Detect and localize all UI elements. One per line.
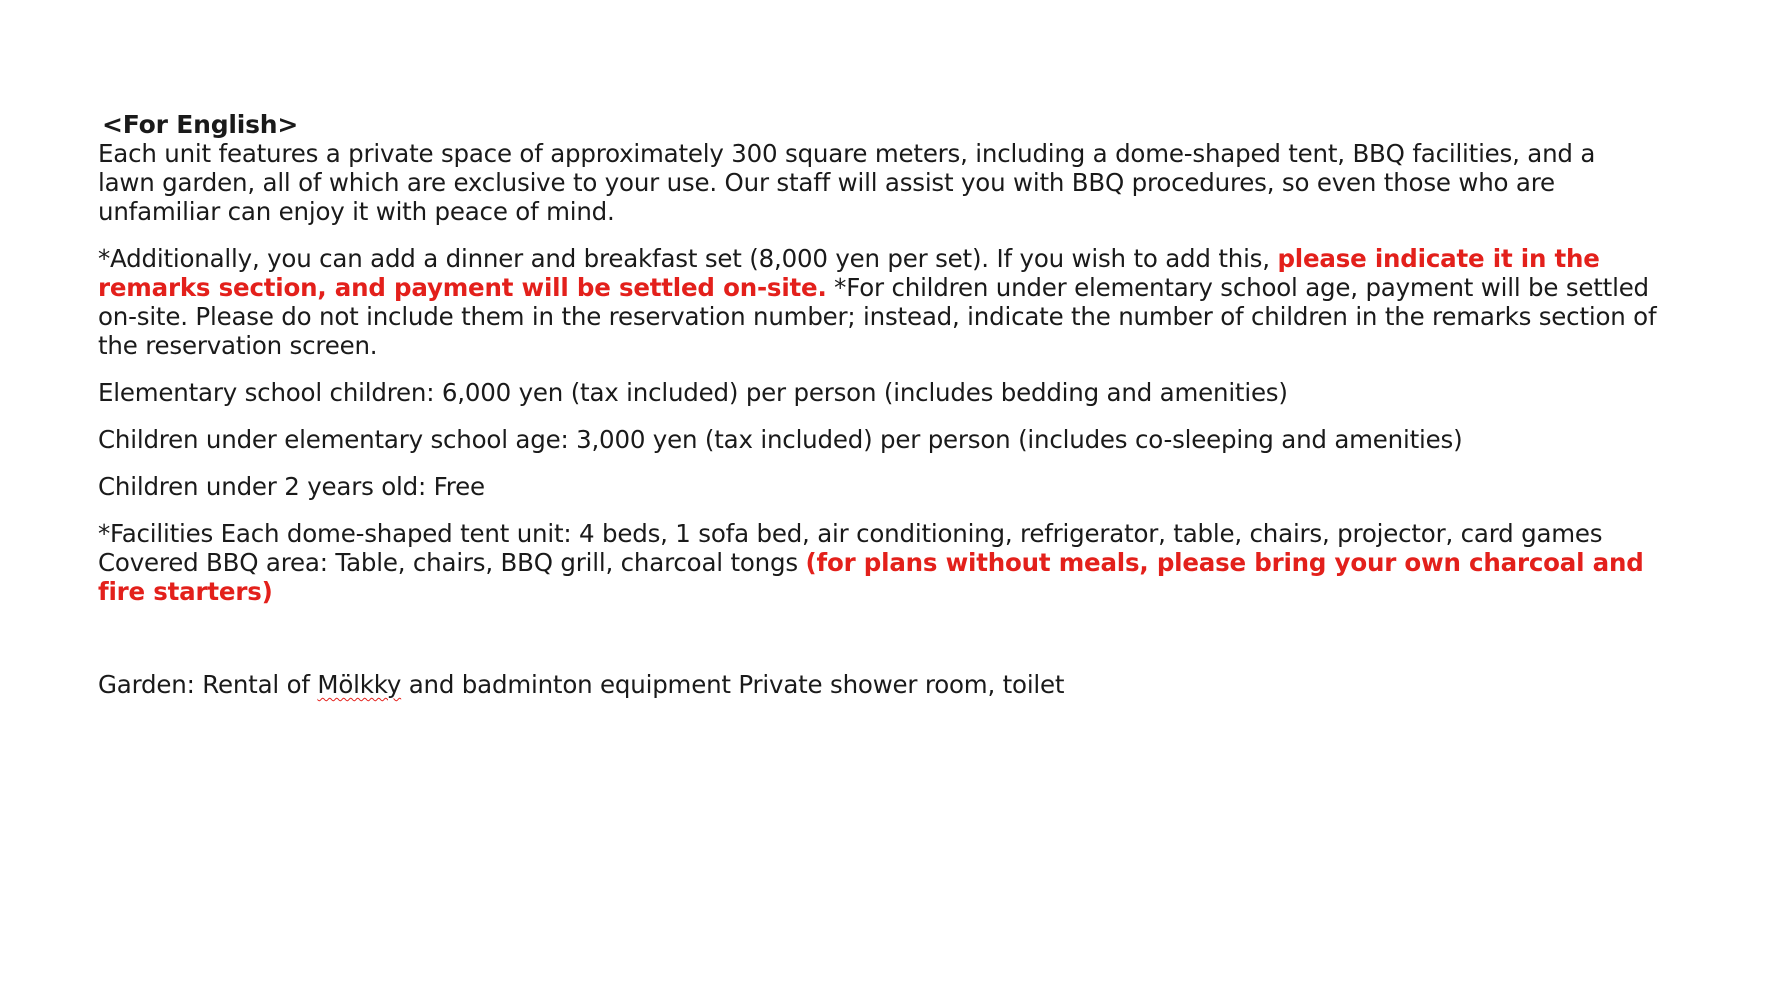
facilities-paragraph [98, 519, 1658, 606]
price-under-elementary: Children under elementary school age: 3,000 yen (tax included) per person (includes co-sleeping and amenities) [98, 425, 1463, 454]
price-elementary: Elementary school children: 6,000 yen (tax included) per person (includes bedding and amenities) [98, 378, 1288, 407]
garden-suffix: and badminton equipment Private shower room, toilet [401, 670, 1065, 699]
spacer [98, 624, 1658, 670]
section-heading: <For English> [102, 110, 299, 139]
garden-prefix: Garden: Rental of [98, 670, 318, 699]
charcoal-highlight: (for plans without meals, please bring your own charcoal and fire starters) [98, 548, 1644, 606]
intro-paragraph: Each unit features a private space of approximately 300 square meters, including a dome-shaped tent, BBQ facilities, and a lawn garden, all of which are exclusive to your use. Our staff will assist you with BBQ procedures, so even those who are unfamiliar can enjoy it with peace of mind. [98, 139, 1596, 226]
molkky-word: Mölkky [317, 670, 402, 699]
garden-paragraph [98, 670, 1658, 699]
price-under-2: Children under 2 years old: Free [98, 472, 485, 501]
additional-text-2: *For children under elementary school age, payment will be settled on-site. Please do not include them in the reservation number; instead, indicate the number of children in the remarks section of the reservation screen. [98, 273, 1657, 360]
additional-paragraph [98, 244, 1658, 360]
remarks-highlight: please indicate it in the remarks section, and payment will be settled on-site. [98, 244, 1600, 302]
facilities-text: *Facilities Each dome-shaped tent unit: 4 beds, 1 sofa bed, air conditioning, refrigerator, table, chairs, projector, card games Covered BBQ area: Table, chairs, BBQ grill, charcoal tongs [98, 519, 1603, 577]
document-body [98, 110, 1658, 717]
additional-text-1: *Additionally, you can add a dinner and breakfast set (8,000 yen per set). If you wish to add this, [98, 244, 1278, 273]
